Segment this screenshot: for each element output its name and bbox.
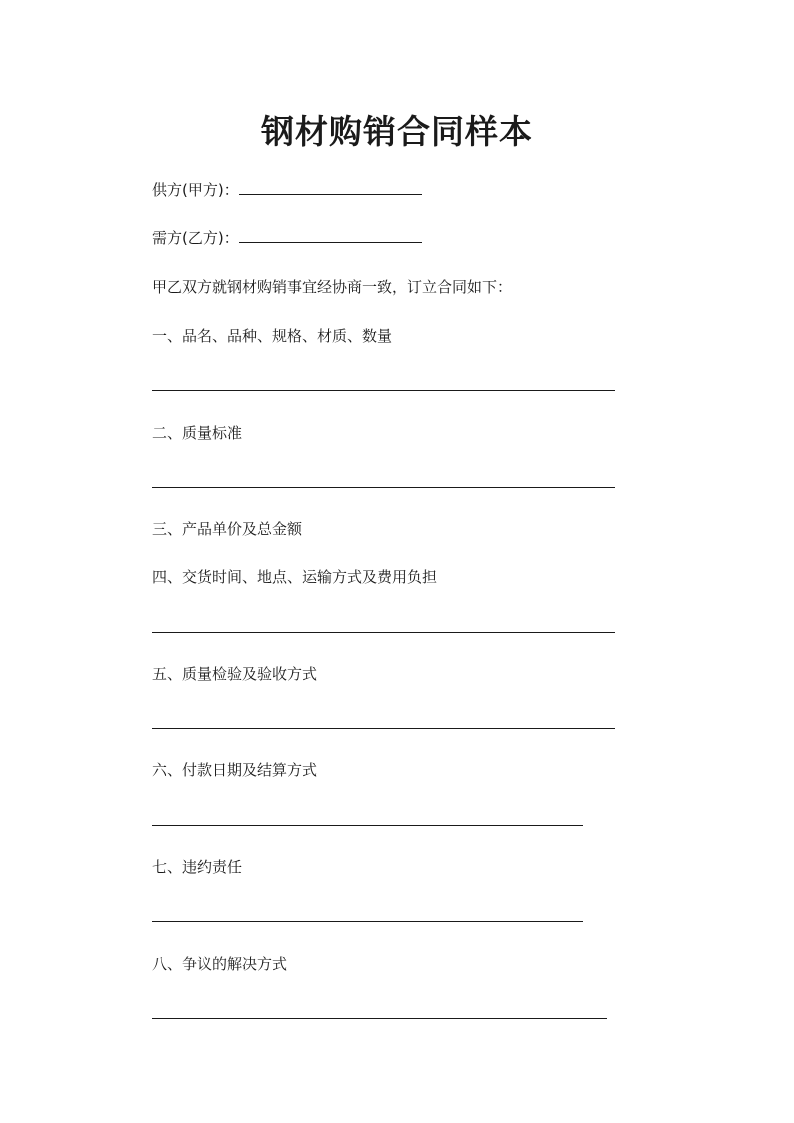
buyer-label: 需方(乙方)： [152,229,239,247]
clause-1-blank-line[interactable] [152,390,615,391]
clause-8-blank-line[interactable] [152,1018,607,1019]
clause-6-blank-line[interactable] [152,825,583,826]
supplier-line [152,180,422,200]
clause-7-blank-line[interactable] [152,921,583,922]
clause-2-heading: 二、质量标准 [152,424,243,442]
clause-8-heading: 八、争议的解决方式 [152,955,288,973]
clause-4-blank-line[interactable] [152,632,615,633]
clause-2-blank-line[interactable] [152,487,615,488]
clause-3-heading: 三、产品单价及总金额 [152,520,303,538]
clause-6-heading: 六、付款日期及结算方式 [152,761,318,779]
clause-5-heading: 五、质量检验及验收方式 [152,665,318,683]
supplier-blank[interactable] [239,180,422,195]
intro-text: 甲乙双方就钢材购销事宜经协商一致，订立合同如下： [152,278,513,296]
clause-5-blank-line[interactable] [152,728,615,729]
supplier-label: 供方(甲方)： [152,181,239,199]
buyer-blank[interactable] [239,228,422,243]
buyer-line [152,228,422,248]
clause-1-heading: 一、品名、品种、规格、材质、数量 [152,327,393,345]
document-title: 钢材购销合同样本 [261,112,533,151]
clause-7-heading: 七、违约责任 [152,858,243,876]
clause-4-heading: 四、交货时间、地点、运输方式及费用负担 [152,568,438,586]
